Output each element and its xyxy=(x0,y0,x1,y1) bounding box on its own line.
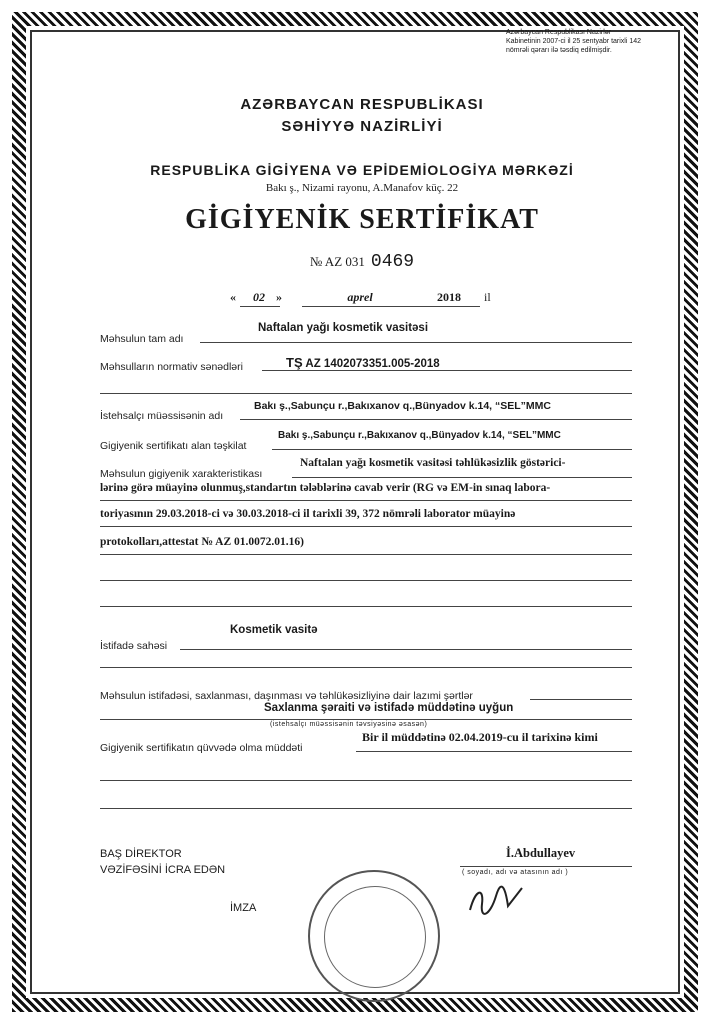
center-address: Bakı ş., Nizami rayonu, A.Manafov küç. 22 xyxy=(265,182,459,194)
usage-area-value: Kosmetik vasitə xyxy=(230,624,318,636)
signature-label: İMZA xyxy=(230,902,257,914)
signatory-position-2: VƏZİFƏSİNİ İCRA EDƏN xyxy=(100,864,226,876)
signatory-name-hint: ( soyadı, adı və atasının adı ) xyxy=(462,869,569,876)
product-name-value: Naftalan yağı kosmetik vasitəsi xyxy=(258,322,429,334)
characteristics-line-4: protokolları,attestat № AZ 01.0072.01.16) xyxy=(100,536,304,548)
usage-area-label: İstifadə sahəsi xyxy=(100,640,168,652)
handwritten-signature xyxy=(466,882,526,922)
conditions-label: Məhsulun istifadəsi, saxlanması, daşınması və təhlükəsizliyinə dair lazımi şərtlər xyxy=(100,690,473,702)
normative-code: AZ 1402073351.005-2018 xyxy=(305,358,440,370)
date-year-suffix: il xyxy=(484,290,491,304)
manufacturer-value: Bakı ş.,Sabunçu r.,Bakıxanov q.,Bünyadov k.14, “SEL”MMC xyxy=(254,400,551,412)
certificate-date: « 02 » aprel 2018 il xyxy=(230,290,491,304)
number-value: 0469 xyxy=(370,252,415,272)
certificate-number xyxy=(0,252,724,272)
characteristics-label: Məhsulun gigiyenik xarakteristikası xyxy=(100,468,263,480)
certificate-title: GİGİYENİK SERTİFİKAT xyxy=(185,204,539,235)
date-month: aprel xyxy=(347,290,373,304)
normative-value: TŞ AZ 1402073351.005-2018 xyxy=(286,355,440,370)
approval-note: Azərbaycan Respublikası Nazirlər Kabinetinin 2007-ci il 25 sentyabr tarixli 142 nömrəli qərarı ilə təsdiq edilmişdir. xyxy=(506,29,642,54)
conditions-value: Saxlanma şəraiti və istifadə müddətinə uyğun xyxy=(264,702,514,714)
signatory-name: İ.Abdullayev xyxy=(506,846,576,860)
republic-heading: AZƏRBAYCAN RESPUBLİKASI xyxy=(240,96,484,113)
date-year: 2018 xyxy=(437,290,461,304)
ministry-heading: SƏHİYYƏ NAZİRLİYİ xyxy=(281,118,443,135)
product-name-label: Məhsulun tam adı xyxy=(100,333,184,345)
date-day: 02 xyxy=(253,290,265,304)
signatory-position-1: BAŞ DİREKTOR xyxy=(100,848,182,860)
conditions-hint: (istehsalçı müəssisənin təvsiyəsinə əsasən) xyxy=(270,721,428,728)
recipient-label: Gigiyenik sertifikatı alan təşkilat xyxy=(100,440,247,452)
official-seal xyxy=(308,870,440,1002)
characteristics-line-3: toriyasının 29.03.2018-ci və 30.03.2018-ci il tarixli 39, 372 nömrəli laborator müayinə xyxy=(100,508,516,520)
validity-value: Bir il müddətinə 02.04.2019-cu il tarixinə kimi xyxy=(362,730,598,744)
normative-label: Məhsulların normativ sənədləri xyxy=(100,361,243,373)
characteristics-line-1: Naftalan yağı kosmetik vasitəsi təhlükəsizlik göstərici- xyxy=(300,457,566,469)
number-prefix: № AZ 031 xyxy=(309,254,365,269)
characteristics-line-2: lərinə görə müayinə olunmuş,standartın tələblərinə cavab verir (RG və EM-in sınaq labora- xyxy=(100,482,551,494)
manufacturer-label: İstehsalçı müəssisənin adı xyxy=(100,410,224,422)
recipient-value: Bakı ş.,Sabunçu r.,Bakıxanov q.,Bünyadov k.14, “SEL”MMC xyxy=(278,430,561,441)
validity-label: Gigiyenik sertifikatın qüvvədə olma müddəti xyxy=(100,742,303,754)
center-heading: RESPUBLİKA GİGİYENA VƏ EPİDEMİOLOGİYA MƏRKƏZİ xyxy=(150,162,574,178)
